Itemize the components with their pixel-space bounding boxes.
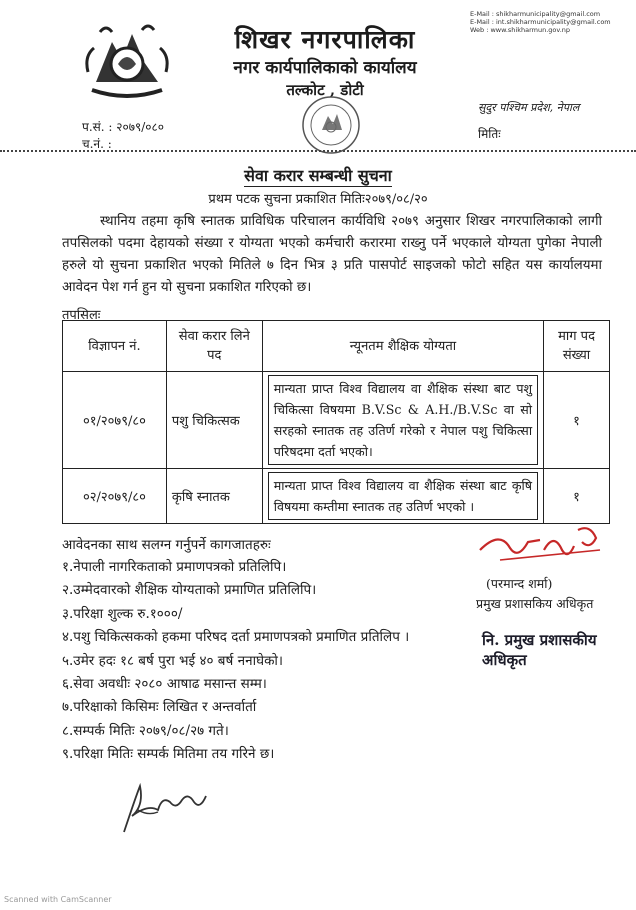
office-address: तल्कोट , डोटी [286,81,364,99]
row-ad-no: ०२/२०७९/८० [63,469,167,524]
officer-stamp: नि. प्रमुख प्रशासकीय अधिकृत [482,631,597,669]
notice-body: स्थानिय तहमा कृषि स्नातक प्राविधिक परिचालन कार्यविधि २०७९ अनुसार शिखर नगरपालिकाको लागी तपसिलको पदमा देहायको संख्या र योग्यता भएको कर्मचारी करारमा राख्नु पर्ने भएकाले योग्यता पुगेका नेपाली हरुले यो सुचना प्रकाशित भएको मितिले ७ दिन भित्र ३ प्रति पासपोर्ट साइजको फोटो सहित यस कार्यालयमा आवेदन पेश गर्न हुन यो सुचना प्रकाशित गरिएको छ। [62,214,602,295]
qualification-text: मान्यता प्राप्त विश्व विद्यालय वा शैक्षिक संस्था बाट पशु चिकित्सा विषयमा B.V.Sc & A.H./B.V.Sc वा सो सरहको स्नातक तह उतिर्ण गरेको र नेपाल पशु चिकित्सा परिषदमा दर्ता भएको। [268,375,538,465]
documents-list [62,556,409,767]
qualification-text: मान्यता प्राप्त विश्व विद्यालय वा शैक्षिक संस्था बाट कृषि विषयमा कम्तीमा स्नातक तह उतिर्ण भएको । [268,472,538,520]
header-post: सेवा करार लिने पद [166,321,262,372]
list-item: २.उम्मेदवारको शैक्षिक योग्यताको प्रमाणित प्रतिलिपि। [62,582,317,599]
office-seal-icon [300,94,362,156]
list-item: ९.परिक्षा मितिः सम्पर्क मितिमा तय गरिने छ। [62,746,275,763]
details-label: तपसिलः [62,308,101,323]
row-ad-no: ०१/२०७९/८० [63,372,167,469]
officer-name: (परमान्द शर्मा) [486,576,553,591]
list-item: ६.सेवा अवधीः २०८० आषाढ मसान्त सम्म। [62,676,267,693]
list-item: ५.उमेर हदः १८ बर्ष पुरा भई ४० बर्ष ननाघेको। [62,652,284,669]
signature-icon [470,520,610,575]
province-label: सुदुर पश्चिम प्रदेश, नेपाल [478,101,580,114]
contact-email-2: E-Mail : int.shikharmunicipality@gmail.com [470,18,611,26]
row-qualification [262,372,543,469]
scanner-watermark: Scanned with CamScanner [4,895,112,904]
date-label: मितिः [478,127,501,141]
row-qualification [262,469,543,524]
dispatch-number: च.नं. : [82,137,112,151]
row-count: १ [544,372,610,469]
municipality-title: शिखर नगरपालिका [234,25,416,54]
list-item: ४.पशु चिकित्सकको हकमा परिषद दर्ता प्रमाणपत्रको प्रमाणित प्रतिलिप । [62,629,410,646]
list-item: ७.परिक्षाको किसिमः लिखित र अन्तर्वार्ता [62,699,257,716]
table-header-row [63,321,610,372]
reference-number: प.सं. : २०७९/०८० [82,120,164,134]
row-post: पशु चिकित्सक [166,372,262,469]
row-post: कृषि स्नातक [166,469,262,524]
list-item: ८.सम्पर्क मितिः २०७९/०८/२७ गते। [62,722,229,739]
header-ad-no: विज्ञापन नं. [63,321,167,372]
signature-icon [118,776,213,836]
list-item: १.नेपाली नागरिकताको प्रमाणपत्रको प्रतिलिपि। [62,559,287,575]
header-qualification: न्यूनतम शैक्षिक योग्यता [262,321,543,372]
first-notice-date: प्रथम पटक सुचना प्रकाशित मितिः२०७९/०८/२० [208,192,428,207]
documents-title: आवेदनका साथ सलग्न गर्नुपर्ने कागजातहरुः [62,537,271,553]
table-row [63,469,610,524]
list-item: ३.परिक्षा शुल्क रु.१०००/ [62,605,183,622]
vacancy-table [62,320,610,524]
contact-info [470,10,611,34]
header-divider [0,150,636,152]
table-row [63,372,610,469]
contact-web: Web : www.shikharmun.gov.np [470,26,571,34]
row-count: १ [544,469,610,524]
notice-title-text: सेवा करार सम्बन्धी सुचना [244,166,392,185]
contact-email-1: E-Mail : shikharmunicipality@gmail.com [470,10,601,18]
office-name: नगर कार्यपालिकाको कार्यालय [233,58,417,78]
notice-title [0,164,636,186]
header-count: माग पद संख्या [544,321,610,372]
officer-title: प्रमुख प्रशासकिय अधिकृत [476,596,594,611]
nepal-emblem-icon [82,20,172,102]
